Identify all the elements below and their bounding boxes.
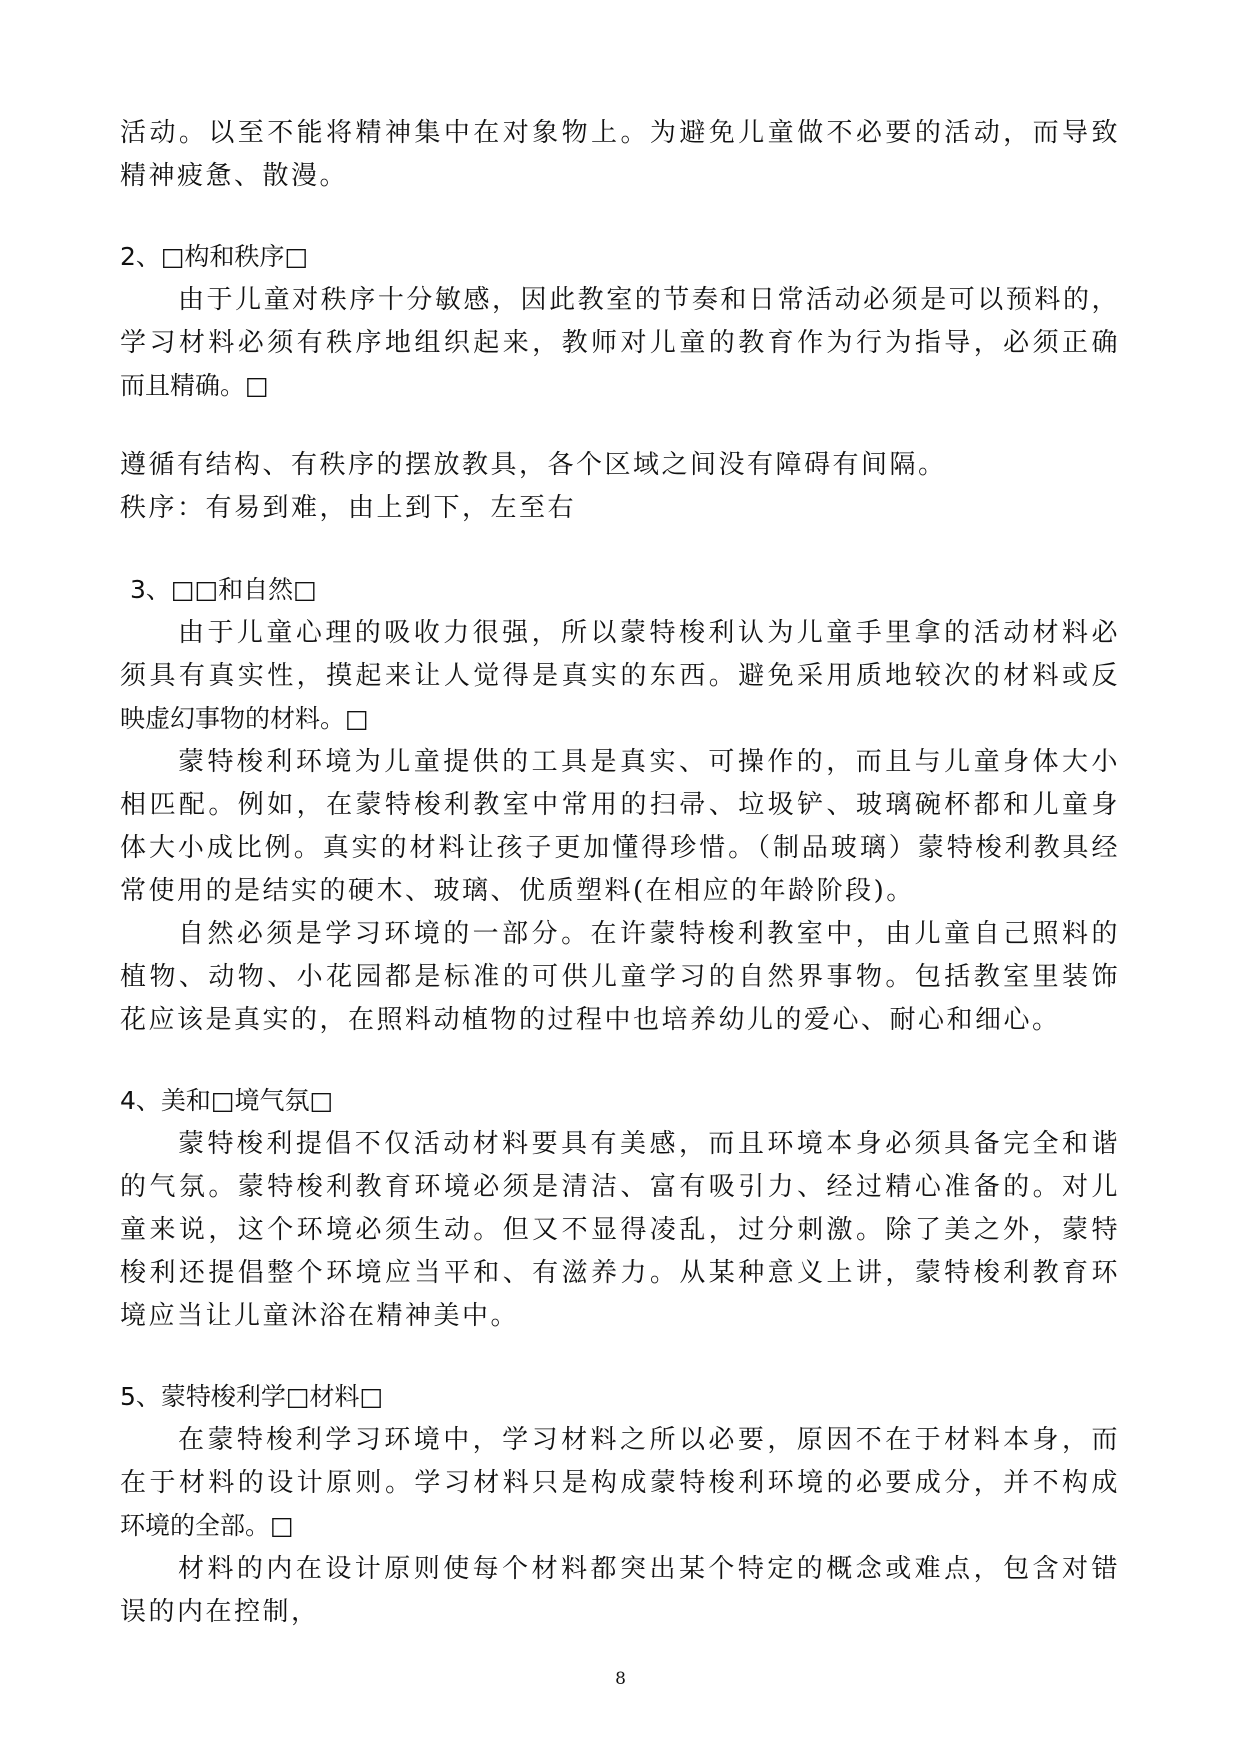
body-line: 蒙特梭利环境为儿童提供的工具是真实、可操作的，而且与儿童身体大小 [178,747,1120,777]
body-line: 环境的全部。□ [120,1511,294,1540]
body-line: 植物、动物、小花园都是标准的可供儿童学习的自然界事物。包括教室里装饰 [120,962,1120,992]
body-line: 的气氛。蒙特梭利教育环境必须是清洁、富有吸引力、经过精心准备的。对儿 [120,1172,1120,1202]
body-line: 精神疲惫、散漫。 [120,161,349,191]
body-line: 遵循有结构、有秩序的摆放教具，各个区域之间没有障碍有间隔。 [120,450,947,480]
body-line: 蒙特梭利提倡不仅活动材料要具有美感，而且环境本身必须具备完全和谐 [178,1129,1120,1159]
body-line: 花应该是真实的，在照料动植物的过程中也培养幼儿的爱心、耐心和细心。 [120,1005,1061,1035]
section-heading: 3、□□和自然□ [130,575,317,604]
body-line: 而且精确。□ [120,371,269,400]
body-line: 秩序：有易到难，由上到下，左至右 [120,493,577,523]
page-number: 8 [615,1669,626,1689]
body-line: 在蒙特梭利学习环境中，学习材料之所以必要，原因不在于材料本身，而 [178,1425,1120,1455]
body-line: 相匹配。例如，在蒙特梭利教室中常用的扫帚、垃圾铲、玻璃碗杯都和儿童身 [120,790,1120,820]
body-line: 活动。以至不能将精神集中在对象物上。为避免儿童做不必要的活动，而导致 [120,118,1120,148]
body-line: 须具有真实性，摸起来让人觉得是真实的东西。避免采用质地较次的材料或反 [120,661,1120,691]
body-line: 由于儿童心理的吸收力很强，所以蒙特梭利认为儿童手里拿的活动材料必 [178,618,1120,648]
body-line: 在于材料的设计原则。学习材料只是构成蒙特梭利环境的必要成分，并不构成 [120,1468,1120,1498]
section-heading: 5、蒙特梭利学□材料□ [120,1382,384,1411]
body-line: 映虚幻事物的材料。□ [120,704,369,733]
body-line: 梭利还提倡整个环境应当平和、有滋养力。从某种意义上讲，蒙特梭利教育环 [120,1258,1120,1288]
body-line: 材料的内在设计原则使每个材料都突出某个特定的概念或难点，包含对错 [178,1554,1120,1584]
body-line: 误的内在控制， [120,1597,320,1627]
section-heading: 2、□构和秩序□ [120,242,309,271]
section-heading: 4、美和□境气氛□ [120,1086,334,1115]
body-line: 由于儿童对秩序十分敏感，因此教室的节奏和日常活动必须是可以预料的， [178,285,1120,315]
body-line: 自然必须是学习环境的一部分。在许蒙特梭利教室中，由儿童自己照料的 [178,919,1120,949]
body-line: 境应当让儿童沐浴在精神美中。 [120,1301,520,1331]
body-line: 学习材料必须有秩序地组织起来，教师对儿童的教育作为行为指导，必须正确 [120,328,1120,358]
body-line: 体大小成比例。真实的材料让孩子更加懂得珍惜。（制品玻璃）蒙特梭利教具经 [120,833,1120,863]
body-line: 童来说，这个环境必须生动。但又不显得凌乱，过分刺激。除了美之外，蒙特 [120,1215,1120,1245]
body-line: 常使用的是结实的硬木、玻璃、优质塑料(在相应的年龄阶段)。 [120,876,915,906]
